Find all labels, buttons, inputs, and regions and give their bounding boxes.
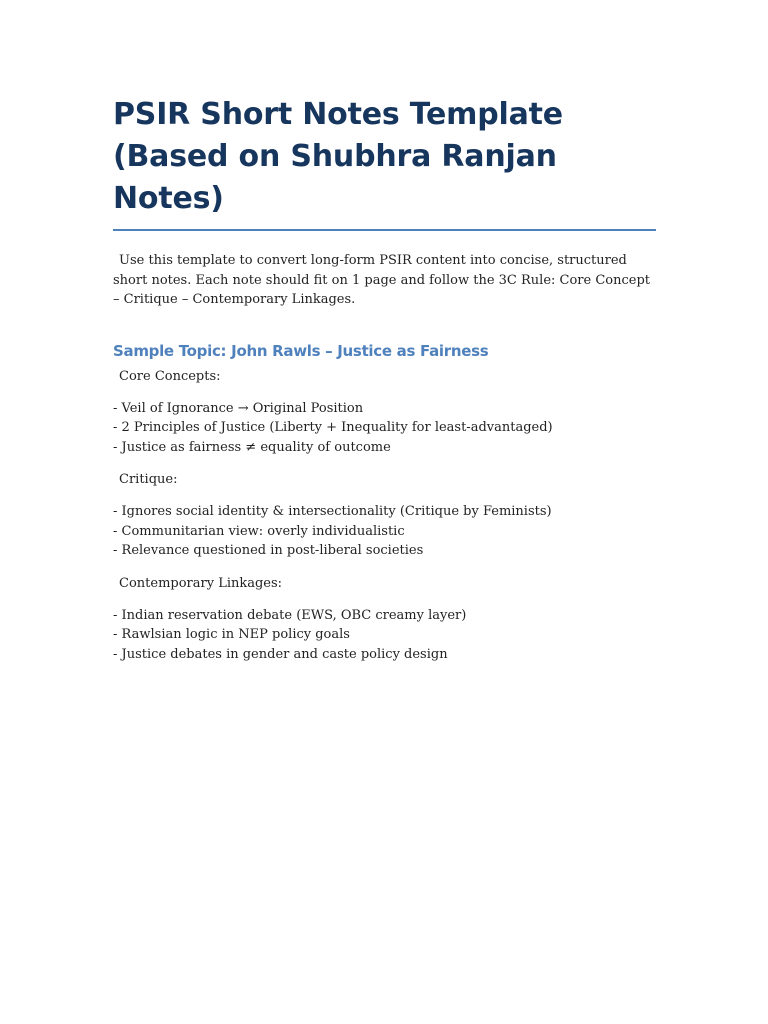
list-item: - Justice debates in gender and caste policy design: [113, 646, 448, 662]
document-page: [113, 94, 656, 664]
section-contemporary-linkages: [113, 574, 656, 665]
contemporary-linkages-list: [113, 606, 656, 665]
list-item: - Ignores social identity & intersectionality (Critique by Feminists): [113, 504, 552, 519]
intro-paragraph: [113, 251, 656, 310]
list-item: - Rawlsian logic in NEP policy goals: [113, 627, 350, 642]
list-item: - Relevance questioned in post-liberal societies: [113, 543, 424, 558]
list-item: - Veil of Ignorance → Original Position: [113, 400, 364, 416]
section-core-concepts: [113, 367, 656, 458]
section-label-contemporary-linkages: Contemporary Linkages:: [119, 575, 283, 591]
list-item: - Communitarian view: overly individualistic: [113, 523, 405, 539]
section-label-critique: Critique:: [119, 472, 178, 487]
section-critique: [113, 470, 656, 561]
document-title: PSIR Short Notes Template (Based on Shubhra Ranjan Notes): [113, 94, 656, 231]
core-concepts-list: [113, 399, 656, 458]
list-item: - 2 Principles of Justice (Liberty + Inequality for least-advantaged): [113, 420, 553, 435]
list-item: - Justice as fairness ≠ equality of outcome: [113, 439, 391, 455]
list-item: - Indian reservation debate (EWS, OBC creamy layer): [113, 607, 467, 623]
intro-text: Use this template to convert long-form PSIR content into concise, structured short notes. Each note should fit on 1 page and follow the 3C Rule: Core Concept – Critique – Contemporary Linkages.: [113, 253, 650, 307]
topic-heading: Sample Topic: John Rawls – Justice as Fairness: [113, 341, 489, 360]
section-label-core-concepts: Core Concepts:: [119, 368, 221, 384]
critique-list: [113, 502, 656, 561]
